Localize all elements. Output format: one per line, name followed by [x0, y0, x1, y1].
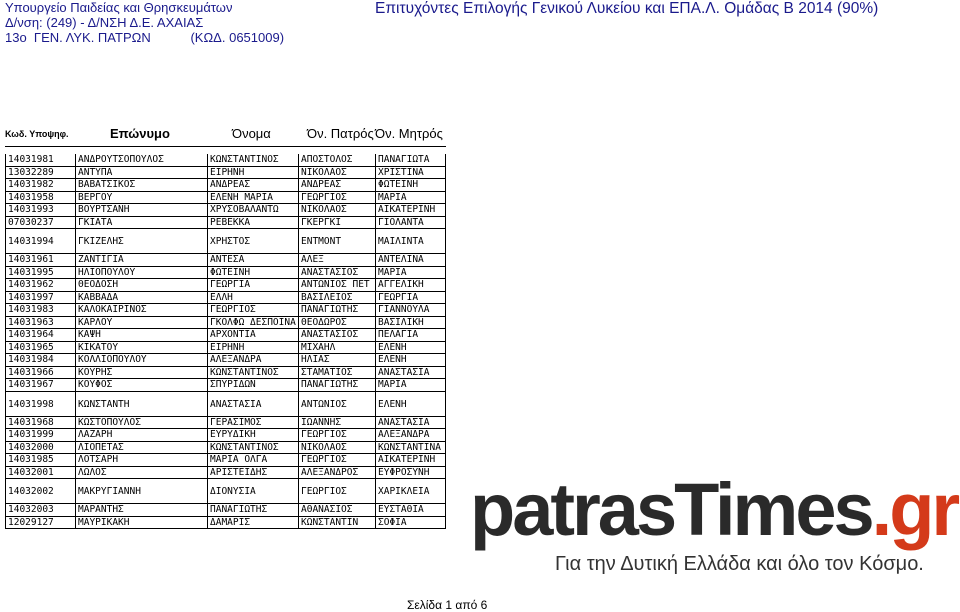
table-row — [5, 254, 446, 267]
father-name-cell: ΘΕΟΔΩΡΟΣ — [298, 317, 375, 330]
candidate-code-cell: 14031981 — [5, 154, 75, 167]
father-name-cell: ΓΕΩΡΓΙΟΣ — [298, 454, 375, 467]
surname-cell: ΑΝΤΥΠΑ — [75, 167, 207, 180]
students-table — [5, 154, 446, 529]
logo-word-times: Times — [674, 468, 872, 551]
father-name-cell: ΠΑΝΑΓΙΩΤΗΣ — [298, 379, 375, 392]
column-header-name: Όνομα — [232, 126, 271, 141]
header-divider — [5, 146, 446, 147]
father-name-cell: ΣΤΑΜΑΤΙΟΣ — [298, 367, 375, 380]
father-name-cell: ΝΙΚΟΛΑΟΣ — [298, 442, 375, 455]
mother-name-cell: ΧΡΙΣΤΙΝΑ — [375, 167, 446, 180]
table-row — [5, 442, 446, 455]
mother-name-cell: ΑΝΤΕΛΙΝΑ — [375, 254, 446, 267]
candidate-code-cell: 14031965 — [5, 342, 75, 355]
logo-wordmark — [470, 470, 957, 550]
candidate-code-cell: 14031968 — [5, 417, 75, 430]
candidate-code-cell: 14031963 — [5, 317, 75, 330]
father-name-cell: ΜΙΧΑΗΛ — [298, 342, 375, 355]
candidate-code-cell: 14031961 — [5, 254, 75, 267]
surname-cell: ΖΑΝΤΙΓΙΑ — [75, 254, 207, 267]
first-name-cell: ΑΝΤΕΣΑ — [207, 254, 298, 267]
column-header-surname: Επώνυμο — [110, 126, 170, 141]
surname-cell: ΜΑΚΡΥΓΙΑΝΝΗ — [75, 479, 207, 504]
surname-cell: ΜΑΥΡΙΚΑΚΗ — [75, 517, 207, 530]
table-row — [5, 304, 446, 317]
mother-name-cell: ΓΙΑΝΝΟΥΛΑ — [375, 304, 446, 317]
candidate-code-cell: 14031994 — [5, 229, 75, 254]
mother-name-cell: ΑΝΑΣΤΑΣΙΑ — [375, 417, 446, 430]
table-row — [5, 429, 446, 442]
surname-cell: ΚΙΚΑΤΟΥ — [75, 342, 207, 355]
page-counter: Σελίδα 1 από 6 — [407, 598, 488, 612]
surname-cell: ΚΟΥΦΟΣ — [75, 379, 207, 392]
surname-cell: ΓΚΙΖΕΛΗΣ — [75, 229, 207, 254]
first-name-cell: ΔΙΟΝΥΣΙΑ — [207, 479, 298, 504]
surname-cell: ΛΟΤΣΑΡΗ — [75, 454, 207, 467]
surname-cell: ΚΑΡΛΟΥ — [75, 317, 207, 330]
table-row — [5, 229, 446, 254]
table-row — [5, 329, 446, 342]
mother-name-cell: ΜΑΙΛΙΝΤΑ — [375, 229, 446, 254]
father-name-cell: ΑΝΑΣΤΑΣΙΟΣ — [298, 267, 375, 280]
mother-name-cell: ΕΛΕΝΗ — [375, 354, 446, 367]
candidate-code-cell: 14031993 — [5, 204, 75, 217]
father-name-cell: ΑΝΤΩΝΙΟΣ — [298, 392, 375, 417]
first-name-cell: ΑΛΕΞΑΝΔΡΑ — [207, 354, 298, 367]
table-row — [5, 192, 446, 205]
first-name-cell: ΑΡΙΣΤΕΙΔΗΣ — [207, 467, 298, 480]
mother-name-cell: ΑΙΚΑΤΕΡΙΝΗ — [375, 454, 446, 467]
logo-word-patras: patras — [470, 468, 675, 551]
surname-cell: ΚΩΝΣΤΑΝΤΗ — [75, 392, 207, 417]
surname-cell: ΘΕΟΔΟΣΗ — [75, 279, 207, 292]
table-row — [5, 479, 446, 504]
table-row — [5, 367, 446, 380]
table-row — [5, 517, 446, 530]
mother-name-cell: ΑΝΑΣΤΑΣΙΑ — [375, 367, 446, 380]
candidate-code-cell: 14032002 — [5, 479, 75, 504]
table-row — [5, 454, 446, 467]
candidate-code-cell: 14031958 — [5, 192, 75, 205]
surname-cell: ΚΩΣΤΟΠΟΥΛΟΣ — [75, 417, 207, 430]
surname-cell: ΚΟΛΛΙΟΠΟΥΛΟΥ — [75, 354, 207, 367]
table-row — [5, 279, 446, 292]
column-header-mother: Όν. Μητρός — [375, 126, 443, 141]
surname-cell: ΚΟΥΡΗΣ — [75, 367, 207, 380]
father-name-cell: ΑΠΟΣΤΟΛΟΣ — [298, 154, 375, 167]
candidate-code-cell: 14031983 — [5, 304, 75, 317]
table-row — [5, 392, 446, 417]
table-row — [5, 354, 446, 367]
first-name-cell: ΕΛΛΗ — [207, 292, 298, 305]
ministry-header — [5, 0, 284, 45]
table-row — [5, 292, 446, 305]
table-row — [5, 417, 446, 430]
surname-cell: ΒΑΒΑΤΣΙΚΟΣ — [75, 179, 207, 192]
candidate-code-cell: 13032289 — [5, 167, 75, 180]
surname-cell: ΒΟΥΡΤΣΑΝΗ — [75, 204, 207, 217]
surname-cell: ΑΝΔΡΟΥΤΣΟΠΟΥΛΟΣ — [75, 154, 207, 167]
candidate-code-cell: 14031999 — [5, 429, 75, 442]
mother-name-cell: ΕΥΣΤΑΘΙΑ — [375, 504, 446, 517]
first-name-cell: ΡΕΒΕΚΚΑ — [207, 217, 298, 230]
father-name-cell: ΗΛΙΑΣ — [298, 354, 375, 367]
candidate-code-cell: 14031962 — [5, 279, 75, 292]
mother-name-cell: ΑΓΓΕΛΙΚΗ — [375, 279, 446, 292]
father-name-cell: ΓΕΩΡΓΙΟΣ — [298, 192, 375, 205]
first-name-cell: ΑΝΑΣΤΑΣΙΑ — [207, 392, 298, 417]
school-line: 13ο ΓΕΝ. ΛΥΚ. ΠΑΤΡΩΝ (ΚΩΔ. 0651009) — [5, 30, 285, 45]
surname-cell: ΛΑΖΑΡΗ — [75, 429, 207, 442]
table-row — [5, 379, 446, 392]
first-name-cell: ΚΩΝΣΤΑΝΤΙΝΟΣ — [207, 442, 298, 455]
candidate-code-cell: 14031967 — [5, 379, 75, 392]
mother-name-cell: ΒΑΣΙΛΙΚΗ — [375, 317, 446, 330]
first-name-cell: ΑΡΧΟΝΤΙΑ — [207, 329, 298, 342]
candidate-code-cell: 14031985 — [5, 454, 75, 467]
father-name-cell: ΓΚΕΡΓΚΙ — [298, 217, 375, 230]
logo-word-tld: .gr — [871, 468, 958, 551]
mother-name-cell: ΑΛΕΞΑΝΔΡΑ — [375, 429, 446, 442]
table-row — [5, 504, 446, 517]
surname-cell: ΚΑΨΗ — [75, 329, 207, 342]
surname-cell: ΓΚΙΑΤΑ — [75, 217, 207, 230]
mother-name-cell: ΠΕΛΑΓΙΑ — [375, 329, 446, 342]
father-name-cell: ΝΙΚΟΛΑΟΣ — [298, 204, 375, 217]
mother-name-cell: ΕΥΦΡΟΣΥΝΗ — [375, 467, 446, 480]
first-name-cell: ΕΙΡΗΝΗ — [207, 342, 298, 355]
father-name-cell: ΑΛΕΞ — [298, 254, 375, 267]
father-name-cell: ΚΩΝΣΤΑΝΤΙΝ — [298, 517, 375, 530]
first-name-cell: ΚΩΝΣΤΑΝΤΙΝΟΣ — [207, 367, 298, 380]
first-name-cell: ΓΕΩΡΓΙΑ — [207, 279, 298, 292]
first-name-cell: ΦΩΤΕΙΝΗ — [207, 267, 298, 280]
mother-name-cell: ΓΙΟΛΑΝΤΑ — [375, 217, 446, 230]
first-name-cell: ΧΡΗΣΤΟΣ — [207, 229, 298, 254]
father-name-cell: ΓΕΩΡΓΙΟΣ — [298, 479, 375, 504]
first-name-cell: ΚΩΝΣΤΑΝΤΙΝΟΣ — [207, 154, 298, 167]
table-row — [5, 154, 446, 167]
candidate-code-cell: 14031997 — [5, 292, 75, 305]
surname-cell: ΜΑΡΑΝΤΗΣ — [75, 504, 207, 517]
mother-name-cell: ΦΩΤΕΙΝΗ — [375, 179, 446, 192]
father-name-cell: ΑΛΕΞΑΝΔΡΟΣ — [298, 467, 375, 480]
first-name-cell: ΕΥΡΥΔΙΚΗ — [207, 429, 298, 442]
first-name-cell: ΓΚΟΛΦΩ ΔΕΣΠΟΙΝΑ — [207, 317, 298, 330]
father-name-cell: ΠΑΝΑΓΙΩΤΗΣ — [298, 304, 375, 317]
mother-name-cell: ΜΑΡΙΑ — [375, 192, 446, 205]
mother-name-cell: ΜΑΡΙΑ — [375, 267, 446, 280]
mother-name-cell: ΑΙΚΑΤΕΡΙΝΗ — [375, 204, 446, 217]
mother-name-cell: ΠΑΝΑΓΙΩΤΑ — [375, 154, 446, 167]
first-name-cell: ΠΑΝΑΓΙΩΤΗΣ — [207, 504, 298, 517]
directorate-line: Δ/νση: (249) - Δ/ΝΣΗ Δ.Ε. ΑΧΑΙΑΣ — [5, 15, 204, 30]
patrastimes-logo — [470, 468, 958, 590]
table-row — [5, 217, 446, 230]
father-name-cell: ΑΝΑΣΤΑΣΙΟΣ — [298, 329, 375, 342]
father-name-cell: ΑΘΑΝΑΣΙΟΣ — [298, 504, 375, 517]
candidate-code-cell: 07030237 — [5, 217, 75, 230]
mother-name-cell: ΕΛΕΝΗ — [375, 392, 446, 417]
mother-name-cell: ΓΕΩΡΓΙΑ — [375, 292, 446, 305]
surname-cell: ΚΑΛΟΚΑΙΡΙΝΟΣ — [75, 304, 207, 317]
table-row — [5, 179, 446, 192]
surname-cell: ΚΑΒΒΑΔΑ — [75, 292, 207, 305]
mother-name-cell: ΣΟΦΙΑ — [375, 517, 446, 530]
first-name-cell: ΕΙΡΗΝΗ — [207, 167, 298, 180]
first-name-cell: ΑΝΔΡΕΑΣ — [207, 179, 298, 192]
document-title: Επιτυχόντες Επιλογής Γενικού Λυκείου και ΕΠΑ.Λ. Ομάδας Β 2014 (90%) — [375, 0, 879, 17]
surname-cell: ΛΩΛΟΣ — [75, 467, 207, 480]
mother-name-cell: ΚΩΝΣΤΑΝΤΙΝΑ — [375, 442, 446, 455]
candidate-code-cell: 14031964 — [5, 329, 75, 342]
candidate-code-cell: 14031966 — [5, 367, 75, 380]
first-name-cell: ΔΑΜΑΡΙΣ — [207, 517, 298, 530]
mother-name-cell: ΧΑΡΙΚΛΕΙΑ — [375, 479, 446, 504]
first-name-cell: ΜΑΡΙΑ ΟΛΓΑ — [207, 454, 298, 467]
first-name-cell: ΓΕΩΡΓΙΟΣ — [207, 304, 298, 317]
table-row — [5, 467, 446, 480]
first-name-cell: ΣΠΥΡΙΔΩΝ — [207, 379, 298, 392]
logo-tagline: Για την Δυτική Ελλάδα και όλο τον Κόσμο. — [555, 553, 924, 575]
father-name-cell: ΑΝΔΡΕΑΣ — [298, 179, 375, 192]
table-row — [5, 267, 446, 280]
table-row — [5, 204, 446, 217]
father-name-cell: ΕΝΤΜΟΝΤ — [298, 229, 375, 254]
surname-cell: ΗΛΙΟΠΟΥΛΟΥ — [75, 267, 207, 280]
surname-cell: ΛΙΟΠΕΤΑΣ — [75, 442, 207, 455]
mother-name-cell: ΕΛΕΝΗ — [375, 342, 446, 355]
candidate-code-cell: 14031982 — [5, 179, 75, 192]
father-name-cell: ΑΝΤΩΝΙΟΣ ΠΕΤ — [298, 279, 375, 292]
table-row — [5, 317, 446, 330]
surname-cell: ΒΕΡΓΟΥ — [75, 192, 207, 205]
column-header-father: Όν. Πατρός — [307, 126, 374, 141]
first-name-cell: ΓΕΡΑΣΙΜΟΣ — [207, 417, 298, 430]
candidate-code-cell: 14031984 — [5, 354, 75, 367]
table-row — [5, 342, 446, 355]
candidate-code-cell: 14032001 — [5, 467, 75, 480]
candidate-code-cell: 14032000 — [5, 442, 75, 455]
column-header-code: Κωδ. Υποψηφ. — [5, 129, 69, 139]
first-name-cell: ΧΡΥΣΟΒΑΛΑΝΤΩ — [207, 204, 298, 217]
table-row — [5, 167, 446, 180]
ministry-line: Υπουργείο Παιδείας και Θρησκευμάτων — [5, 0, 233, 15]
father-name-cell: ΓΕΩΡΓΙΟΣ — [298, 429, 375, 442]
mother-name-cell: ΜΑΡΙΑ — [375, 379, 446, 392]
candidate-code-cell: 14032003 — [5, 504, 75, 517]
father-name-cell: ΙΩΑΝΝΗΣ — [298, 417, 375, 430]
first-name-cell: ΕΛΕΝΗ ΜΑΡΙΑ — [207, 192, 298, 205]
row-divider — [5, 528, 446, 529]
father-name-cell: ΒΑΣΙΛΕΙΟΣ — [298, 292, 375, 305]
candidate-code-cell: 14031998 — [5, 392, 75, 417]
candidate-code-cell: 14031995 — [5, 267, 75, 280]
father-name-cell: ΝΙΚΟΛΑΟΣ — [298, 167, 375, 180]
candidate-code-cell: 12029127 — [5, 517, 75, 530]
